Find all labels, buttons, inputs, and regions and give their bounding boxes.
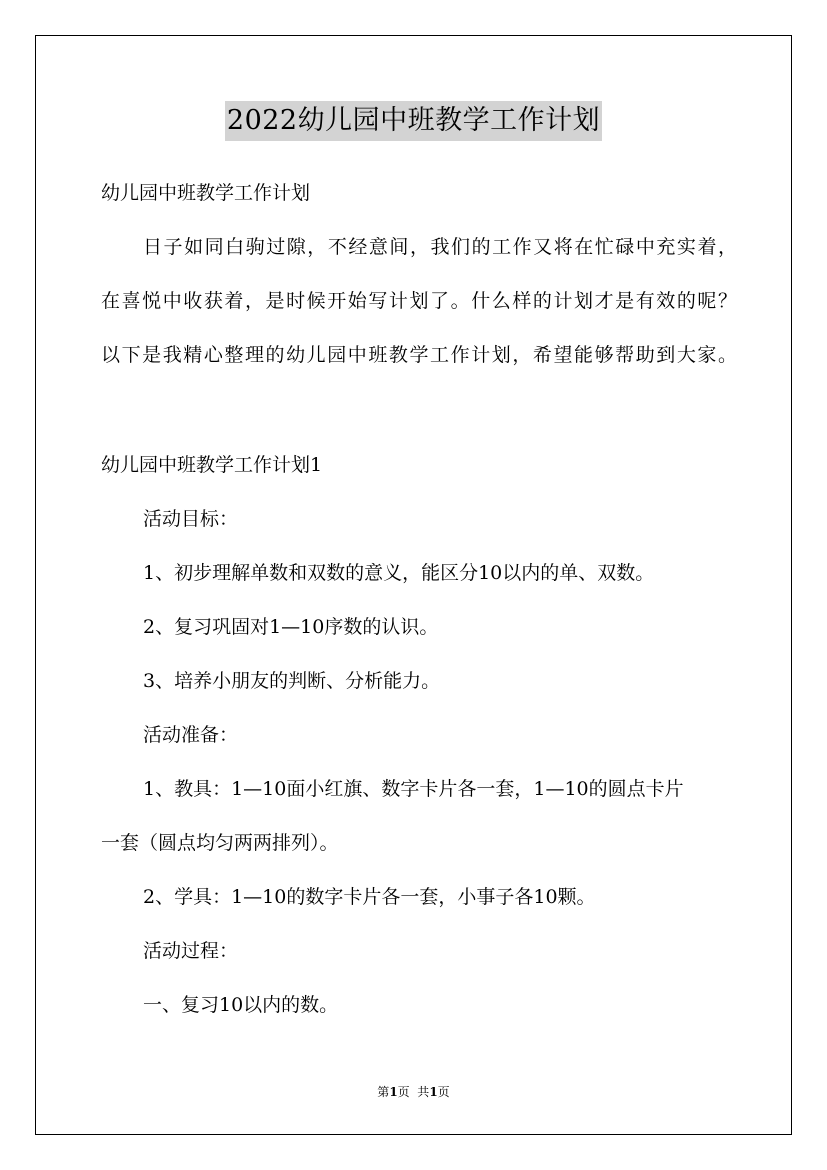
footer-page-prefix: 第 [377,1085,390,1099]
intro-line-1: 日子如同白驹过隙，不经意间，我们的工作又将在忙碌中充实着， [143,236,737,258]
footer-page-number: 1 [389,1085,398,1099]
footer-page-mid: 页 共 [397,1085,430,1099]
prep-item-1-line-2: 一套（圆点均匀两两排列）。 [101,832,339,854]
section-heading: 幼儿园中班教学工作计划1 [101,454,323,476]
prep-item-1-line-1: 1、教具：1—10面小红旗、数字卡片各一套，1—10的圆点卡片 [143,778,684,800]
intro-line-3: 以下是我精心整理的幼儿园中班教学工作计划，希望能够帮助到大家。 [101,344,737,366]
process-item-1: 一、复习10以内的数。 [143,994,339,1016]
footer-page-suffix: 页 [437,1085,450,1099]
subtitle: 幼儿园中班教学工作计划 [101,182,311,204]
goal-item-3: 3、培养小朋友的判断、分析能力。 [143,670,441,692]
footer-page-total: 1 [429,1085,438,1099]
intro-line-2: 在喜悦中收获着，是时候开始写计划了。什么样的计划才是有效的呢？ [101,290,737,312]
page-footer [0,1083,827,1101]
goal-item-1: 1、初步理解单数和双数的意义，能区分10以内的单、双数。 [143,562,655,584]
process-label: 活动过程： [143,940,239,962]
title-container [0,101,827,141]
goals-label: 活动目标： [143,508,239,530]
goal-item-2: 2、复习巩固对1—10序数的认识。 [143,616,439,638]
document-title: 2022幼儿园中班教学工作计划 [225,101,602,141]
prep-item-2: 2、学具：1—10的数字卡片各一套，小事子各10颗。 [143,886,596,908]
prep-label: 活动准备： [143,724,239,746]
